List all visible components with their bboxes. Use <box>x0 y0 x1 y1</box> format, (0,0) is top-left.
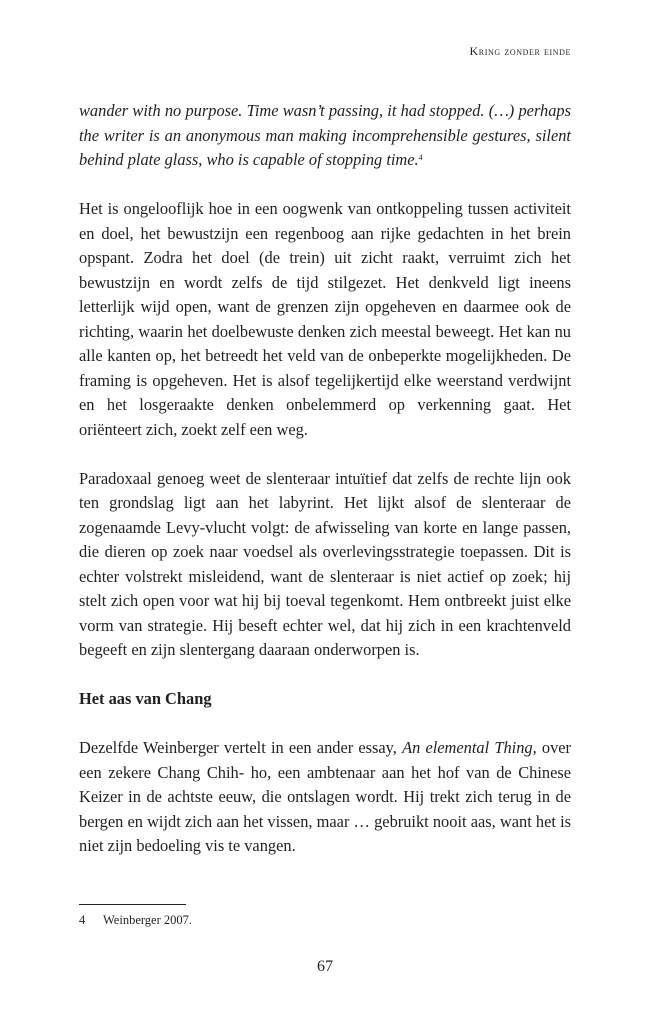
footnote-number: 4 <box>79 913 86 927</box>
quote-text: wander with no purpose. Time wasn’t passing, it had stopped. (…) perhaps the writer is an anonymous man making incomprehensible gestures, silent behind plate glass, who is capable of stopping time. <box>79 101 571 169</box>
paragraph-weinberger-lead: Dezelfde Weinberger vertelt in een ander essay, <box>79 738 403 757</box>
footnote <box>79 912 192 928</box>
paragraph-ontkoppeling: Het is ongelooflijk hoe in een oogwenk van ontkoppeling tussen activiteit en doel, het bewustzijn een regenboog aan rijke gedachten in het brein opspant. Zodra het doel (de trein) uit zicht raakt, verruimt zich het bewustzijn en wordt zelfs de tijd stilgezet. Het denkveld ligt ineens letterlijk wijd open, want de grenzen zijn opgeheven en daarmee ook de richting, waarin het doelbewuste denken zich meestal beweegt. Het kan nu alle kanten op, het betreedt het veld van de onbeperkte mogelijkheden. De framing is opgeheven. Het is alsof tegelijkertijd elke weerstand verdwijnt en het losgeraakte denken onbelemmerd op verkenning gaat. Het oriënteert zich, zoekt zelf een weg. <box>79 199 571 439</box>
footnote-reference[interactable]: 4 <box>418 153 423 163</box>
essay-title: An elemental Thing <box>402 738 533 757</box>
page-number: 67 <box>317 958 333 975</box>
running-head: Kring zonder einde <box>469 44 571 58</box>
paragraph-weinberger <box>79 736 571 859</box>
footnote-text: Weinberger 2007. <box>103 913 193 927</box>
body-text <box>79 99 571 859</box>
paragraph-paradoxaal: Paradoxaal genoeg weet de slenteraar intuïtief dat zelfs de rechte lijn ook ten grondslag ligt aan het labyrint. Het lijkt alsof de slenteraar de zogenaamde Levy-vlucht volgt: de afwisseling van korte en lange passen, die dieren op zoek naar voedsel als overlevingsstrategie toepassen. Dit is echter volstrekt misleidend, want de slenteraar is niet actief op zoek; hij stelt zich open voor wat hij bij toeval tegenkomt. Hem ontbreekt juist elke vorm van strategie. Hij beseft echter wel, dat hij zich in een krachtenveld begeeft en zijn slentergang daaraan onderworpen is. <box>79 468 571 659</box>
section-heading: Het aas van Chang <box>79 689 212 708</box>
footnote-divider <box>79 904 186 905</box>
block-quote <box>79 99 571 173</box>
paragraph-weinberger-rest: , over een zekere Chang Chih- ho, een ambtenaar aan het hof van de Chinese Keizer in de achtste eeuw, die ontslagen wordt. Hij trekt zich terug in de bergen en wijdt zich aan het vissen, maar … gebruikt nooit aas, want het is niet zijn bedoeling vis te vangen. <box>79 738 572 855</box>
